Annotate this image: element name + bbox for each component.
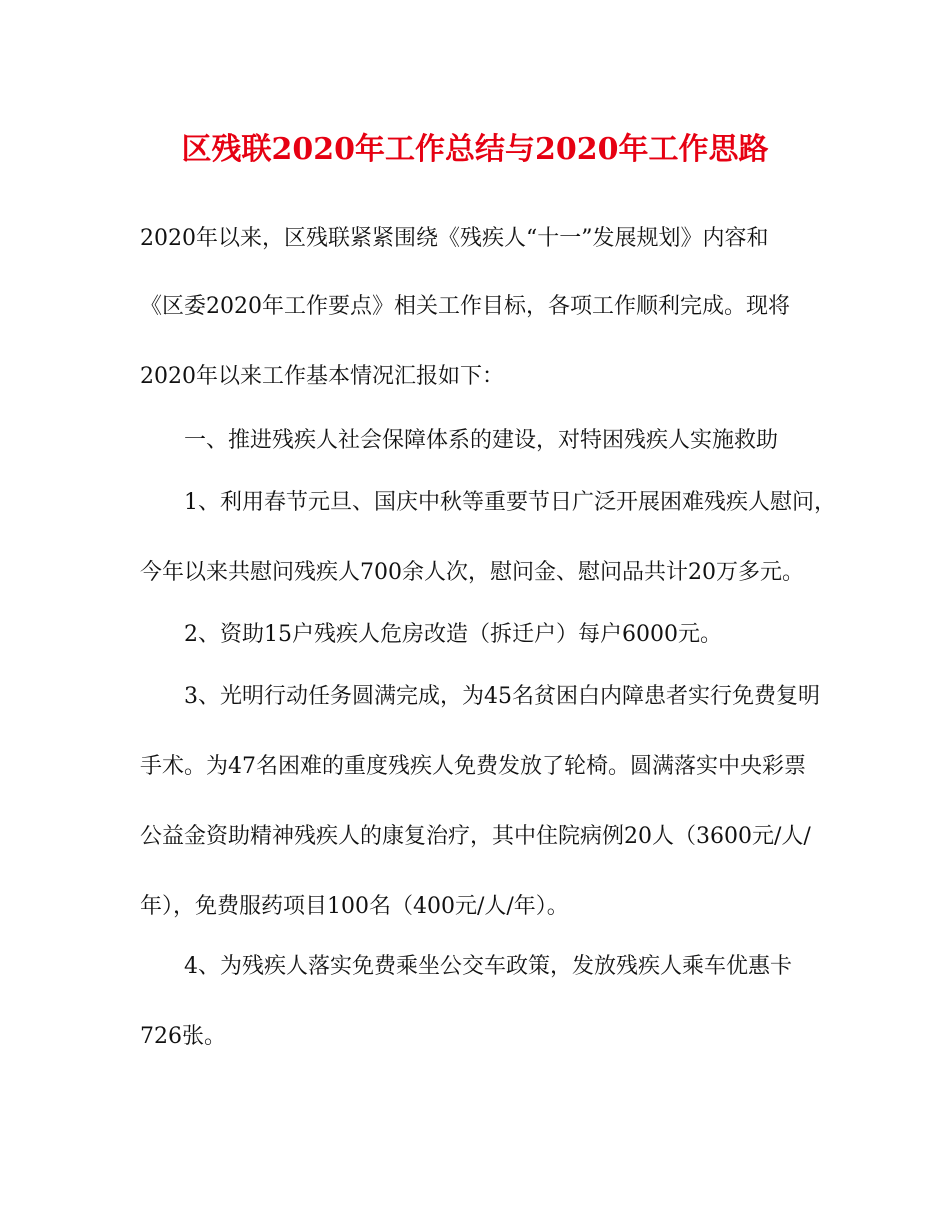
item-4-line-2: 726张。 bbox=[140, 1024, 226, 1049]
section-heading-1: 一、推进残疾人社会保障体系的建设，对特困残疾人实施救助 bbox=[184, 428, 779, 453]
item-3-line-4: 年），免费服药项目100名（400元/人/年）。 bbox=[140, 894, 569, 919]
item-3-line-2: 手术。为47名困难的重度残疾人免费发放了轮椅。圆满落实中央彩票 bbox=[140, 754, 806, 779]
intro-line-2: 《区委2020年工作要点》相关工作目标，各项工作顺利完成。现将 bbox=[140, 294, 790, 319]
intro-line-1: 2020年以来，区残联紧紧围绕《残疾人“十一”发展规划》内容和 bbox=[140, 226, 769, 251]
item-3-line-1: 3、光明行动任务圆满完成，为45名贫困白内障患者实行免费复明 bbox=[184, 684, 820, 709]
item-2-line-1: 2、资助15户残疾人危房改造（拆迁户）每户6000元。 bbox=[184, 622, 722, 647]
document-title: 区残联2020年工作总结与2020年工作思路 bbox=[181, 132, 769, 167]
item-4-line-1: 4、为残疾人落实免费乘坐公交车政策，发放残疾人乘车优惠卡 bbox=[184, 954, 792, 979]
item-3-line-3: 公益金资助精神残疾人的康复治疗，其中住院病例20人（3600元/人/ bbox=[140, 824, 811, 849]
item-1-line-1: 1、利用春节元旦、国庆中秋等重要节日广泛开展困难残疾人慰问， bbox=[184, 490, 836, 515]
intro-line-3: 2020年以来工作基本情况汇报如下： bbox=[140, 364, 504, 389]
item-1-line-2: 今年以来共慰问残疾人700余人次，慰问金、慰问品共计20万多元。 bbox=[140, 560, 804, 585]
